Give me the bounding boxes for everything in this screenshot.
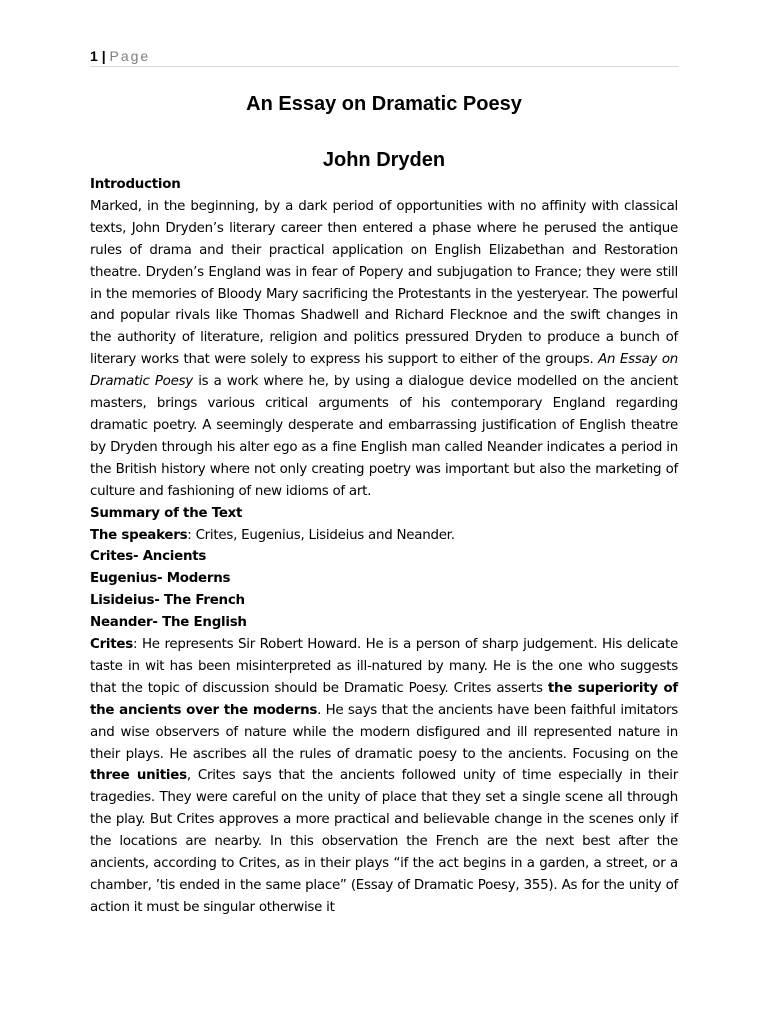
speakers-line [90,525,678,547]
crites-label: Crites [90,637,133,653]
page-header [90,47,679,67]
document-body [90,174,678,919]
role-crites: Crites- Ancients [90,549,207,565]
three-unities-bold: three unities [90,768,187,784]
introduction-heading: Introduction [90,177,181,192]
introduction-paragraph [90,196,678,503]
crites-text-continued: . He says that the ancients have been faithful imitators and wise observers of nature while the modern disfigured and ill represented nature in their plays. He ascribes all the rules of dramatic poesy to the ancients. Focusing on the [90,702,678,762]
document-title: An Essay on Dramatic Poesy [246,93,522,115]
crites-text-final: , Crites says that the ancients followed unity of time especially in their tragedies. They were careful on the unity of place that they set a single scene all through the play. But Crites approves a more practical and believable change in the scenes only if the locations are nearby. In this observation the French are the next best after the ancients, according to Crites, as in their plays “if the act begins in a garden, a street, or a chamber, ’tis ended in the same place” (Essay of Dramatic Poesy, 355). As for the unity of action it must be singular otherwise it [90,768,678,915]
role-lisideius: Lisideius- The French [90,593,245,609]
summary-heading: Summary of the Text [90,505,243,521]
page-separator: | [101,48,106,64]
crites-text: : He represents Sir Robert Howard. He is a person of sharp judgement. His delicate taste in wit has been misinterpreted as ill-natured by many. He is the one who suggests that the topic of discussion should be Dramatic Poesy. Crites asserts [90,637,678,696]
work-title-italic: An Essay on Dramatic Poesy [90,352,679,390]
role-eugenius: Eugenius- Moderns [90,571,231,587]
crites-paragraph [90,634,678,919]
role-neander: Neander- The English [90,615,247,631]
introduction-text: Marked, in the beginning, by a dark period of opportunities with no affinity with classical texts, John Dryden’s literary career then entered a phase where he perused the antique rules of drama and their practical application on English Elizabethan and Restoration theatre. Dryden’s England was in fear of Popery and subjugation to France; they were still in the memories of Bloody Mary sacrificing the Protestants in the yesteryear. The powerful and popular rivals like Thomas Shadwell and Richard Flecknoe and the swift changes in the authority of literature, religion and politics pressured Dryden to produce a bunch of literary works that were solely to express his support to either of the groups. [90,198,678,368]
speakers-label: The speakers [90,527,188,543]
page-number: 1 [90,48,98,64]
page-label: Page [109,48,151,64]
crites-bold-claim: the superiority of the ancients over the moderns [90,680,678,718]
document-author: John Dryden [322,149,446,171]
speakers-text: : Crites, Eugenius, Lisideius and Neander. [187,527,455,543]
introduction-text-continued: is a work where he, by using a dialogue device modelled on the ancient masters, brings various critical arguments of his contemporary England regarding dramatic poetry. A seemingly desperate and embarrassing justification of English theatre by Dryden through his alter ego as a fine English man called Neander indicates a period in the British history where not only creating poetry was important but also the marketing of culture and fashioning of new idioms of art. [90,374,678,499]
